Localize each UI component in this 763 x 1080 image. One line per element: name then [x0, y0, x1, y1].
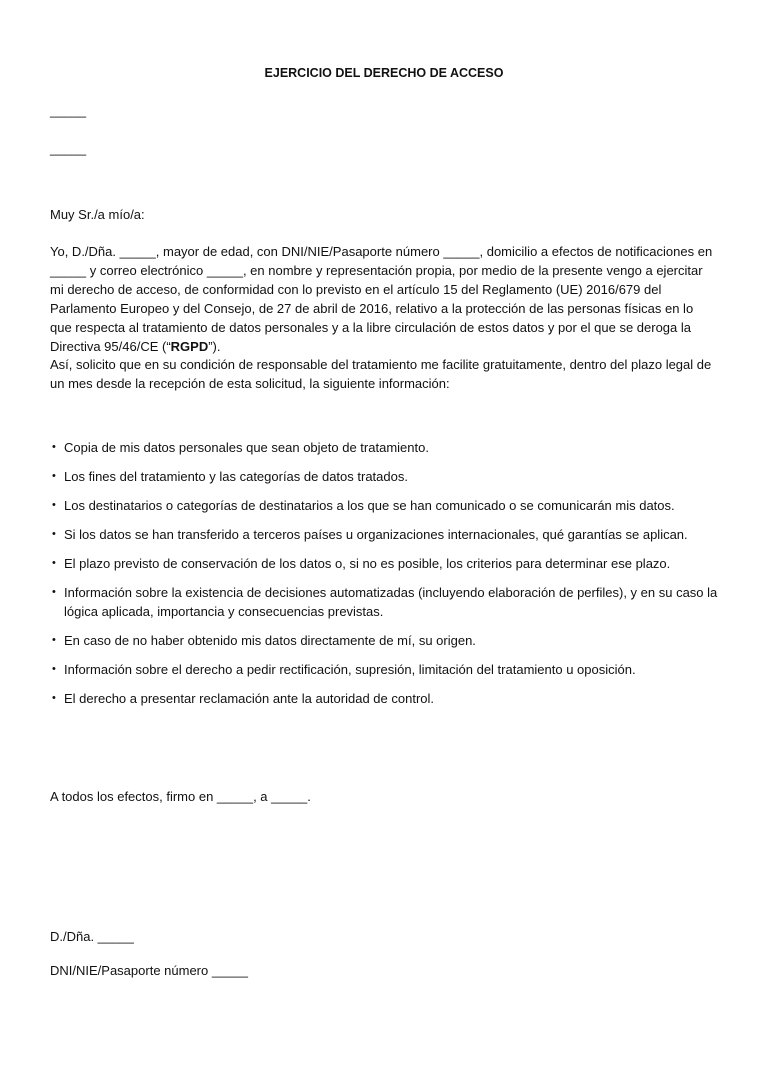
bullet-icon: • [52, 499, 56, 511]
list-item: • Copia de mis datos personales que sean objeto de tratamiento. [52, 440, 429, 455]
requested-information-list [50, 438, 718, 718]
bullet-icon: • [52, 634, 56, 646]
document-title: EJERCICIO DEL DERECHO DE ACCESO [264, 66, 504, 80]
list-item: • Los destinatarios o categorías de destinatarios a los que se han comunicado o se comunicarán mis datos. [52, 498, 675, 513]
closing-statement: A todos los efectos, firmo en _____, a _____. [50, 789, 311, 804]
greeting: Muy Sr./a mío/a: [50, 207, 145, 222]
list-item: • En caso de no haber obtenido mis datos directamente de mí, su origen. [52, 633, 476, 648]
bullet-icon: • [52, 692, 56, 704]
list-item: • Información sobre el derecho a pedir rectificación, supresión, limitación del tratamiento u oposición. [52, 662, 636, 677]
bullet-icon: • [52, 557, 56, 569]
intro-paragraph [50, 242, 718, 356]
rgpd-abbreviation: RGPD [170, 339, 209, 354]
bullet-icon: • [52, 470, 56, 482]
bullet-icon: • [52, 663, 56, 675]
intro-text: Yo, D./Dña. _____, mayor de edad, con DNI/NIE/Pasaporte número _____, domicilio a efectos de notificaciones en _____ y correo electrónico _____, en nombre y representación propia, por medio de la presente vengo a ejercitar mi derecho de acceso, de conformidad con lo previsto en el artículo 15 del Reglamento (UE) 2016/679 del Parlamento Europeo y del Consejo, de 27 de abril de 2016, relativo a la protección de las personas físicas en lo que respecta al tratamiento de datos personales y a la libre circulación de estos datos y por el que se deroga la Directiva 95/46/CE (“ [50, 244, 713, 354]
bullet-icon: • [52, 528, 56, 540]
signature-id-number: DNI/NIE/Pasaporte número _____ [50, 963, 248, 978]
list-item: • El derecho a presentar reclamación ante la autoridad de control. [52, 691, 434, 706]
list-item: • Los fines del tratamiento y las categorías de datos tratados. [52, 469, 408, 484]
list-item: • Información sobre la existencia de decisiones automatizadas (incluyendo elaboración de perfiles), y en su caso la lógica aplicada, importancia y consecuencias previstas. [52, 585, 718, 619]
signature-name: D./Dña. _____ [50, 929, 134, 944]
list-item: • El plazo previsto de conservación de los datos o, si no es posible, los criterios para determinar ese plazo. [52, 556, 671, 571]
intro-text-end: ”). [208, 339, 221, 354]
recipient-blank-2: _____ [50, 141, 87, 156]
bullet-icon: • [52, 441, 56, 453]
recipient-blank-1: _____ [50, 103, 87, 118]
list-item: • Si los datos se han transferido a terceros países u organizaciones internacionales, qué garantías se aplican. [52, 527, 688, 542]
bullet-icon: • [52, 586, 56, 598]
request-paragraph: Así, solicito que en su condición de responsable del tratamiento me facilite gratuitamente, dentro del plazo legal de un mes desde la recepción de esta solicitud, la siguiente información: [50, 357, 712, 391]
